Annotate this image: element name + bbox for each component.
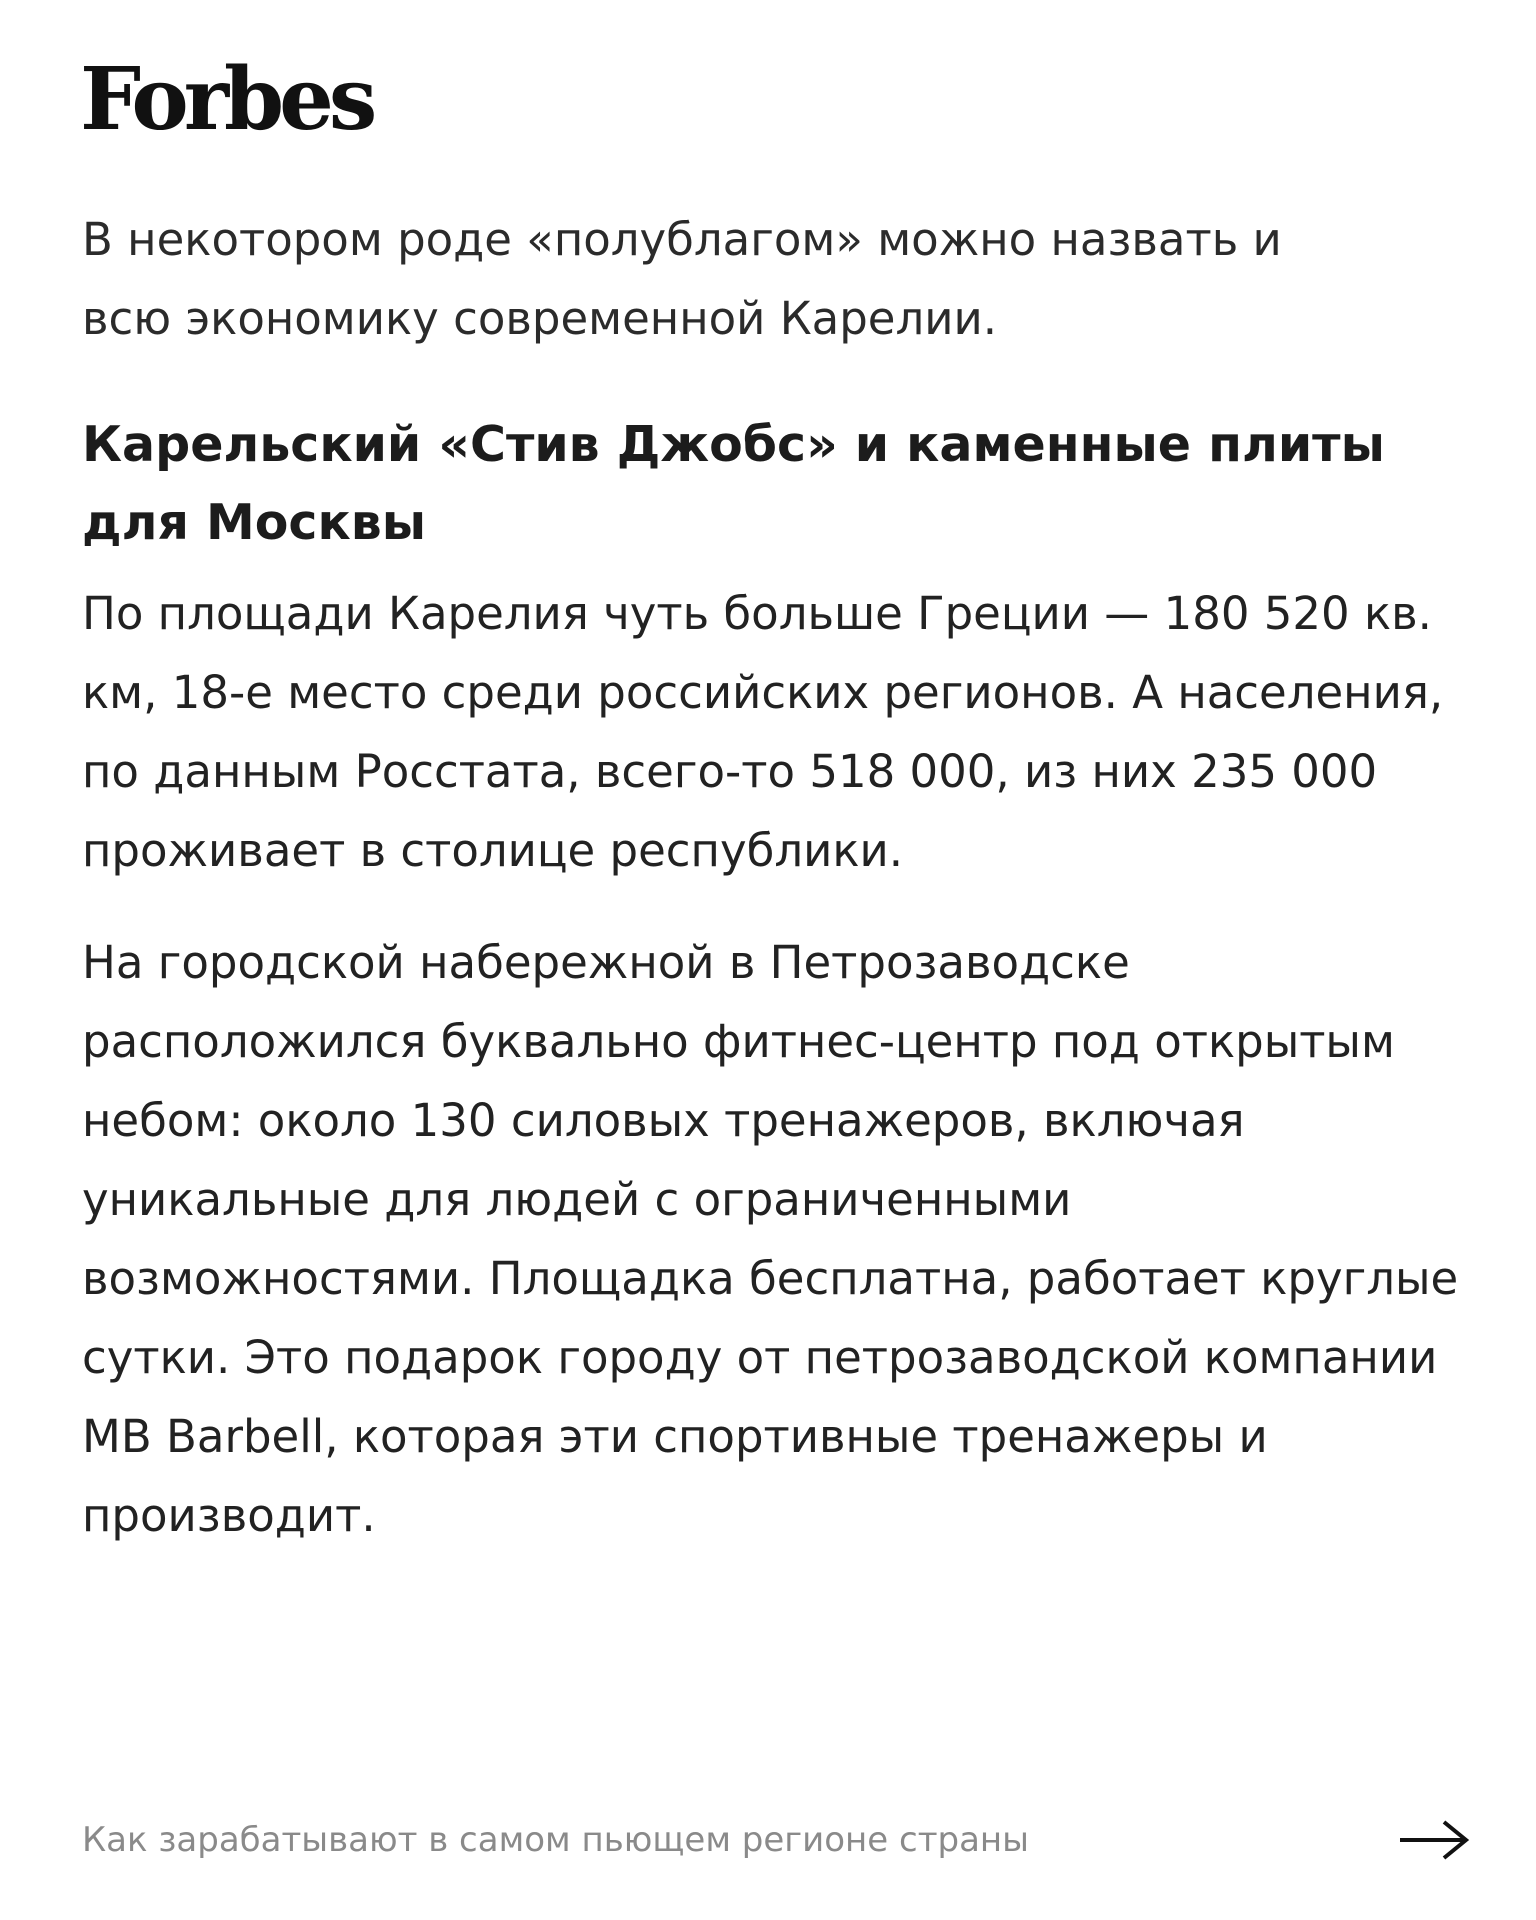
footer-next-link[interactable] bbox=[82, 1800, 1470, 1880]
article-subheading: Карельский «Стив Джобс» и каменные плиты для Москвы bbox=[82, 416, 1385, 551]
article-body bbox=[82, 200, 1482, 1555]
article-paragraph: По площади Карелия чуть больше Греции — 180 520 кв. км, 18-е место среди российских регионов. А населения, по данным Росстата, всего-то 518 000, из них 235 000 проживает в столице республики. bbox=[82, 587, 1444, 877]
article-lead: В некотором роде «полублагом» можно назвать и всю экономику современной Карелии. bbox=[82, 213, 1282, 345]
article-paragraph: На городской набережной в Петрозаводске расположился буквально фитнес-центр под открытым небом: около 130 силовых тренажеров, включая уникальные для людей с ограниченными возможностями. Площадка бесплатна, работает круглые сутки. Это подарок городу от петрозаводской компании MB Barbell, которая эти спортивные тренажеры и производит. bbox=[82, 936, 1459, 1542]
forbes-logo: Forbes bbox=[80, 49, 373, 150]
arrow-right-icon[interactable] bbox=[1398, 1816, 1470, 1864]
next-article-link[interactable]: Как зарабатывают в самом пьющем регионе страны bbox=[82, 1820, 1029, 1860]
